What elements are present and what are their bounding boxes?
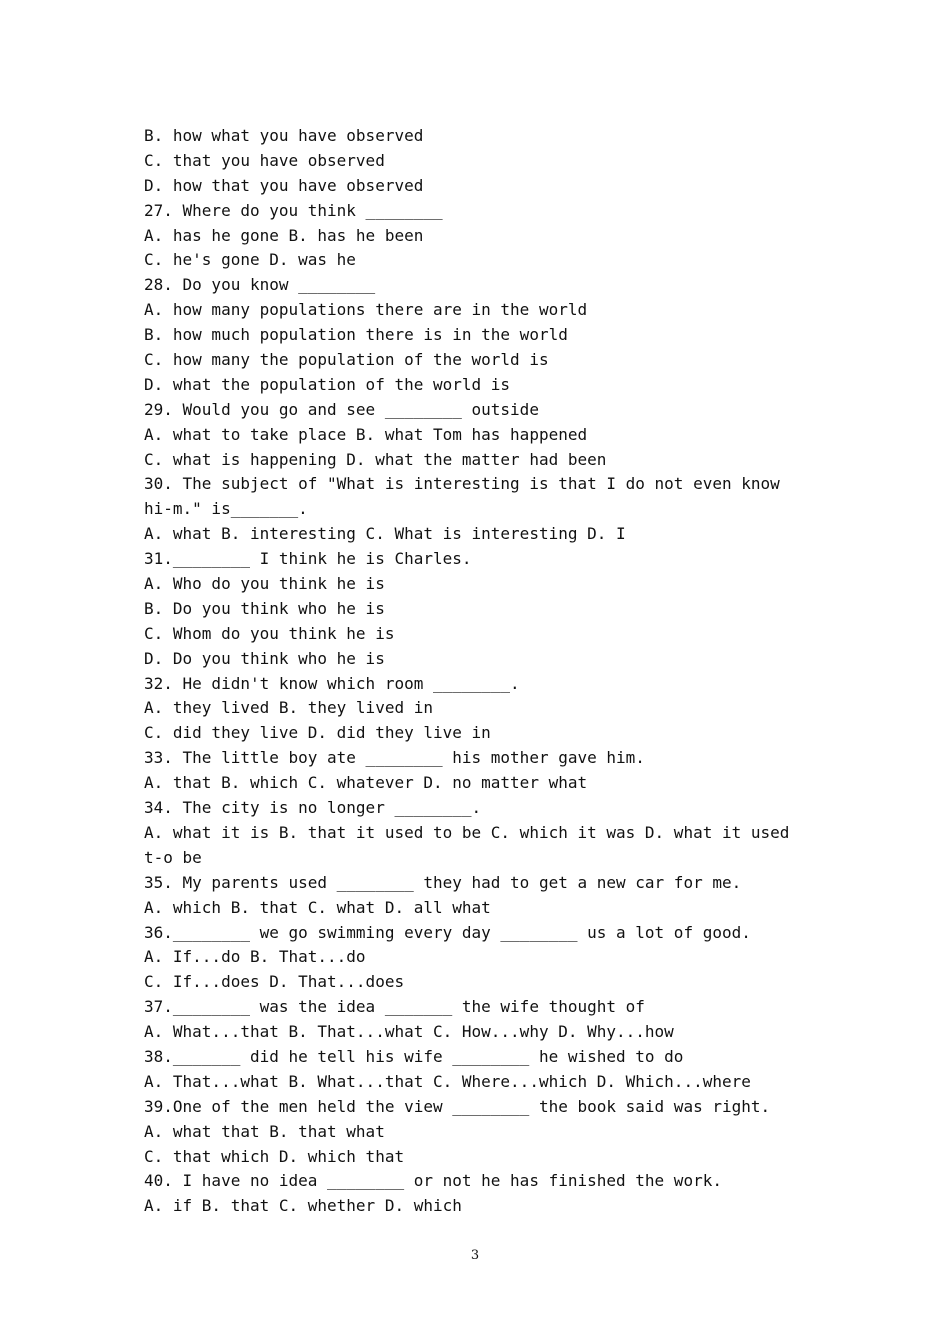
text-line: 29. Would you go and see ________ outside — [144, 399, 539, 419]
text-line: B. Do you think who he is — [144, 598, 385, 618]
text-line: 37.________ was the idea _______ the wife thought of — [144, 997, 645, 1017]
text-line: C. how many the population of the world is — [144, 350, 549, 370]
text-line: 36.________ we go swimming every day ________ us a lot of good. — [144, 922, 751, 942]
text-line: 39.One of the men held the view ________ the book said was right. — [144, 1096, 771, 1116]
text-line: 34. The city is no longer ________. — [144, 798, 482, 818]
text-line: 28. Do you know ________ — [144, 275, 376, 295]
text-line: A. they lived B. they lived in — [144, 698, 433, 718]
text-line: A. if B. that C. whether D. which — [144, 1196, 462, 1216]
text-line: C. did they live D. did they live in — [144, 723, 491, 743]
text-line: A. Who do you think he is — [144, 574, 385, 594]
text-line: D. how that you have observed — [144, 175, 424, 195]
text-line: A. If...do B. That...do — [144, 947, 366, 967]
text-line: 30. The subject of "What is interesting is that I do not even know — [144, 474, 780, 494]
text-line: A. That...what B. What...that C. Where...which D. Which...where — [144, 1071, 751, 1091]
text-line: A. what that B. that what — [144, 1121, 385, 1141]
document-body — [144, 124, 804, 1219]
text-line: C. he's gone D. was he — [144, 250, 356, 270]
text-line: 40. I have no idea ________ or not he has finished the work. — [144, 1171, 722, 1191]
text-line: C. that which D. which that — [144, 1146, 405, 1166]
text-line: 35. My parents used ________ they had to get a new car for me. — [144, 872, 742, 892]
text-line: D. what the population of the world is — [144, 374, 511, 394]
text-line: A. what to take place B. what Tom has happened — [144, 424, 588, 444]
text-line: A. what B. interesting C. What is interesting D. I — [144, 524, 626, 544]
text-line: C. If...does D. That...does — [144, 972, 405, 992]
text-line: B. how much population there is in the world — [144, 325, 568, 345]
text-line: A. has he gone B. has he been — [144, 225, 424, 245]
text-line: hi-m." is_______. — [144, 499, 308, 519]
text-line: A. which B. that C. what D. all what — [144, 897, 491, 917]
text-line: A. what it is B. that it used to be C. which it was D. what it used — [144, 822, 790, 842]
text-line: D. Do you think who he is — [144, 648, 385, 668]
text-line: A. that B. which C. whatever D. no matter what — [144, 773, 588, 793]
text-line: 27. Where do you think ________ — [144, 200, 443, 220]
text-line: 32. He didn't know which room ________. — [144, 673, 520, 693]
text-line: 31.________ I think he is Charles. — [144, 549, 472, 569]
text-line: A. how many populations there are in the world — [144, 300, 588, 320]
page-number: 3 — [470, 1248, 480, 1263]
text-line: B. how what you have observed — [144, 126, 424, 145]
text-line: C. what is happening D. what the matter had been — [144, 449, 607, 469]
text-line: 38._______ did he tell his wife ________ he wished to do — [144, 1046, 684, 1066]
text-line: C. Whom do you think he is — [144, 623, 395, 643]
text-line: A. What...that B. That...what C. How...why D. Why...how — [144, 1022, 674, 1042]
text-line: t-o be — [144, 847, 202, 867]
text-line: 33. The little boy ate ________ his mother gave him. — [144, 748, 645, 768]
text-line: C. that you have observed — [144, 150, 385, 170]
